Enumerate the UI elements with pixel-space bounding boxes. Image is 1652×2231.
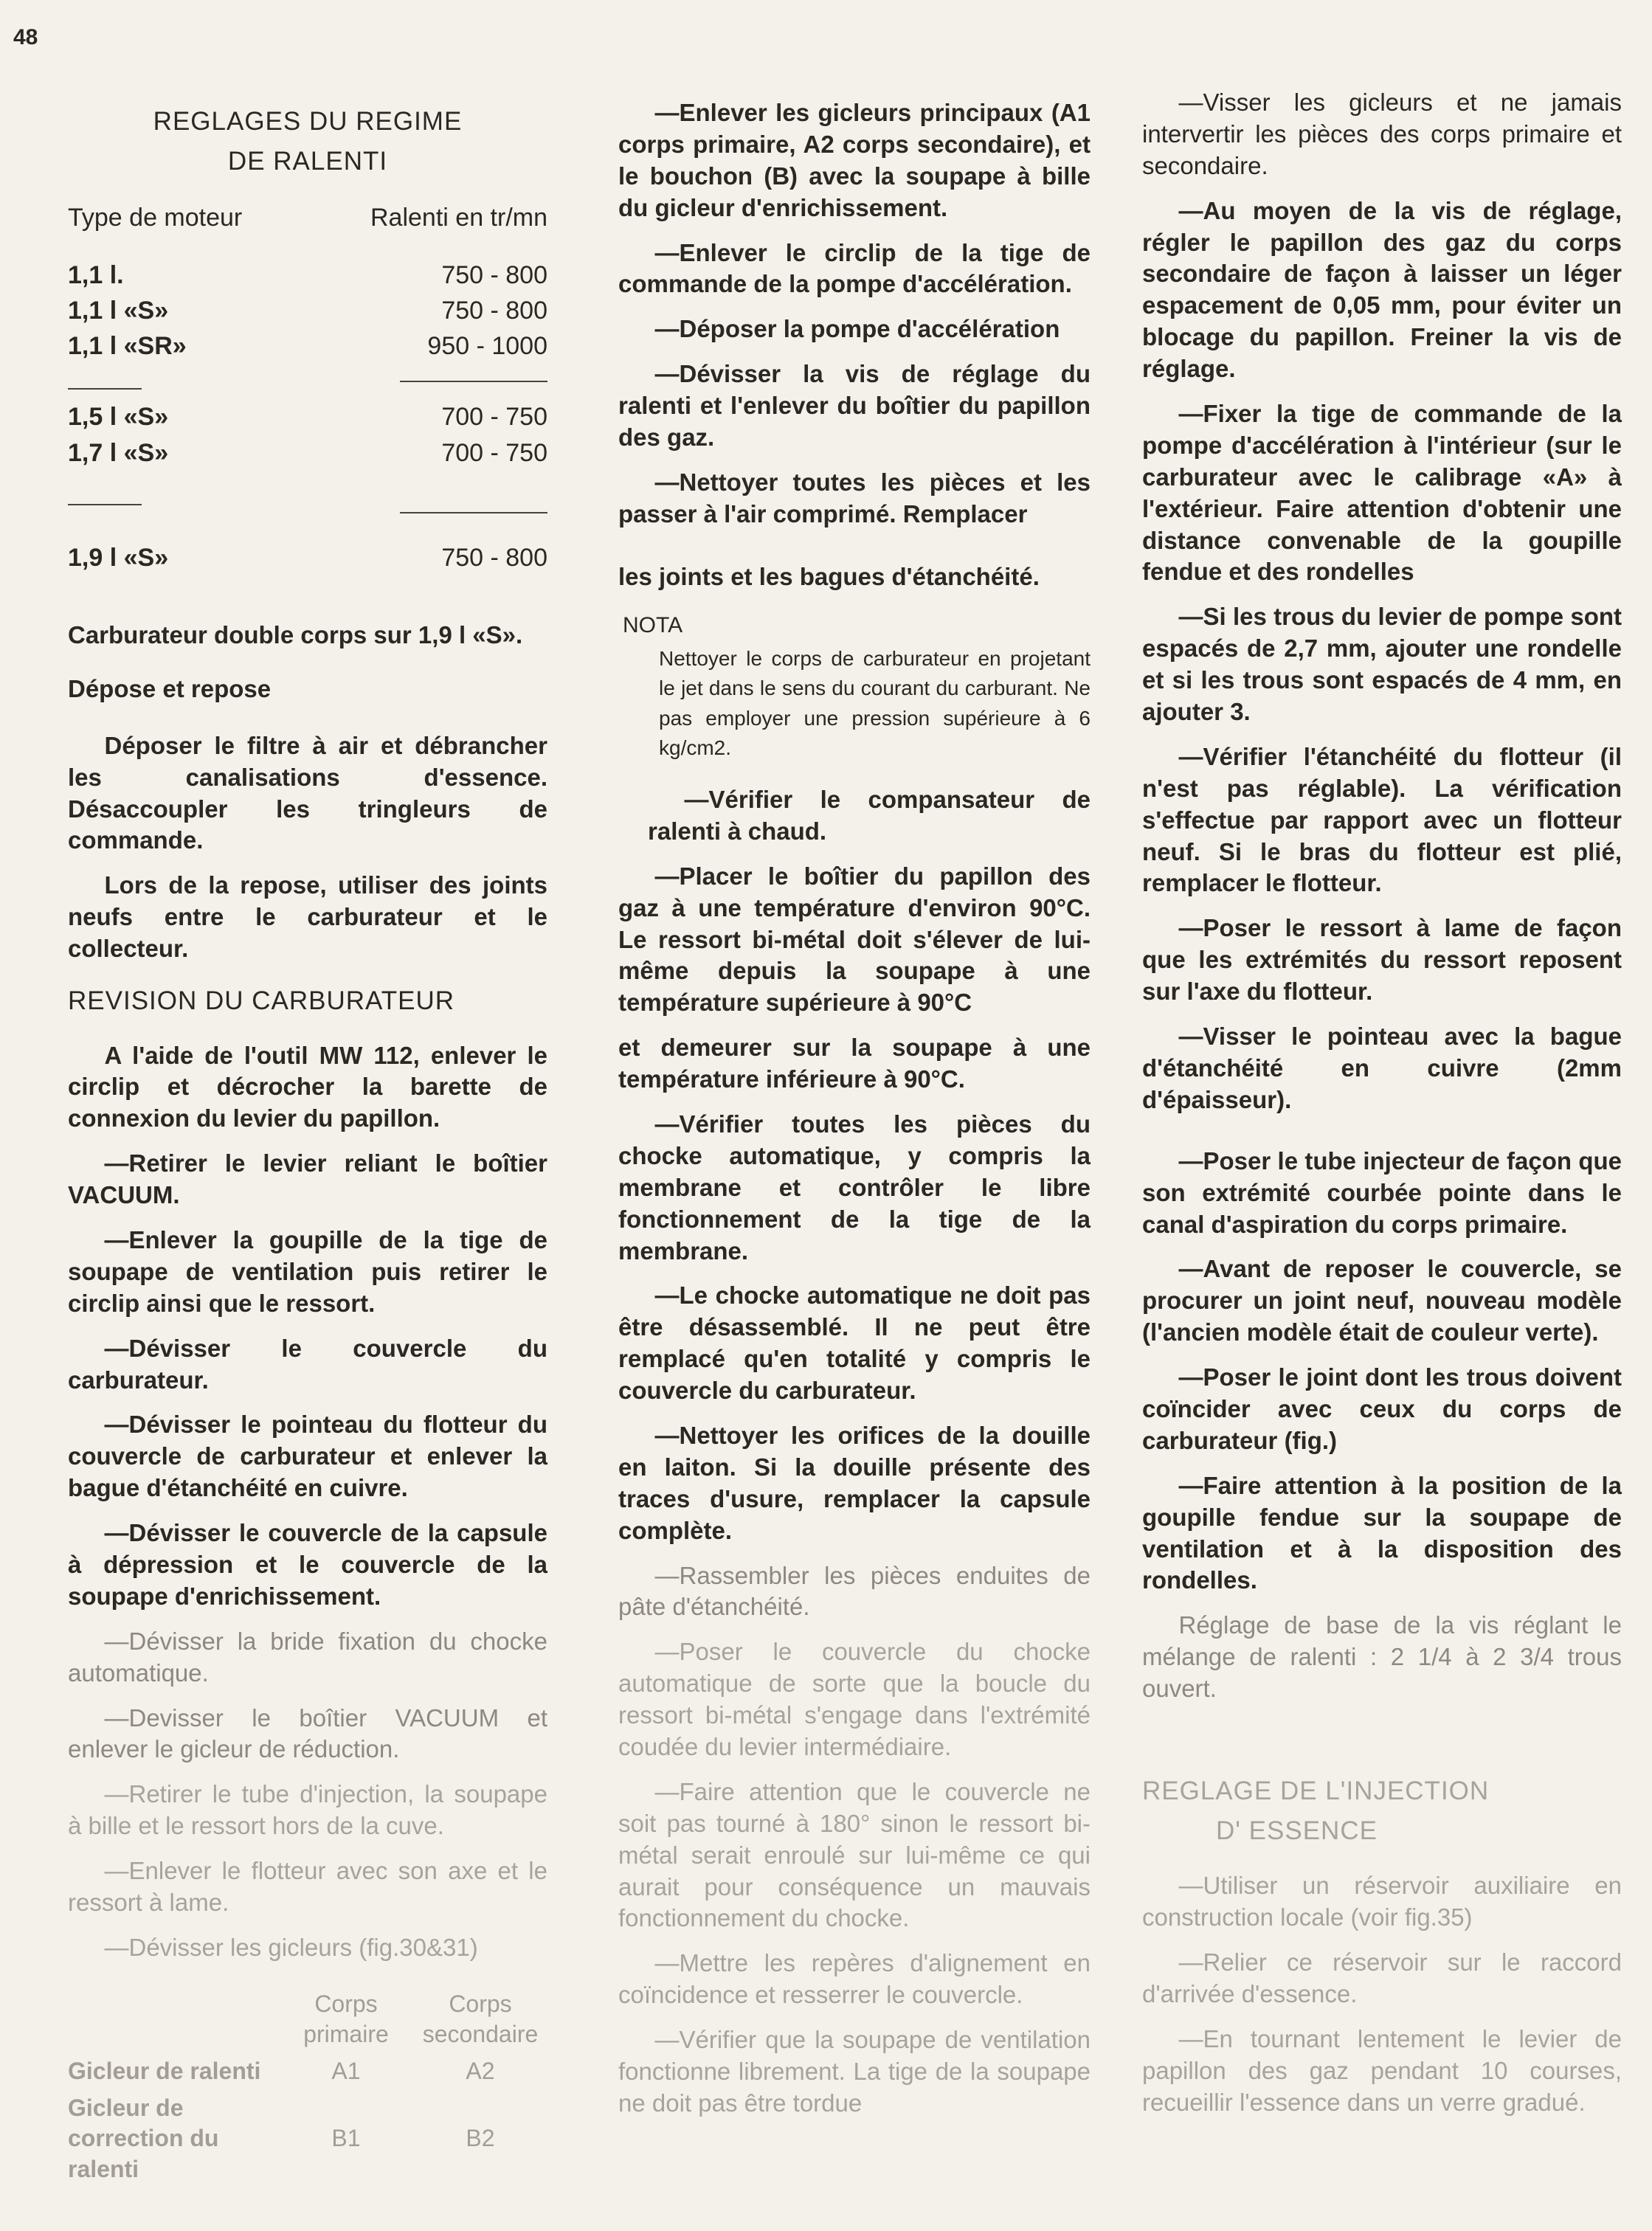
- paragraph: —Fixer la tige de commande de la pompe d'accélération à l'intérieur (sur le carburateur avec le calibrage «A» à l'extérieur. Faire attention d'obtenir une distance convenable de la goupille fendue et des rondelles: [1142, 400, 1622, 586]
- column-3: [1142, 87, 1622, 2132]
- paragraph: —Avant de reposer le couvercle, se procurer un joint neuf, nouveau modèle (l'ancien modèle était de couleur verte).: [1142, 1255, 1622, 1346]
- section-title-injection: [1142, 1771, 1622, 1852]
- paragraph: —Nettoyer les orifices de la douille en laiton. Si la douille présente des traces d'usure, remplacer la capsule complète.: [618, 1421, 1091, 1544]
- paragraph: —Mettre les repères d'alignement en coïncidence et resserrer le couvercle.: [618, 1949, 1091, 2009]
- paragraph: —En tournant lentement le levier de papillon des gaz pendant 10 courses, recueillir l'essence dans un verre gradué.: [1142, 2025, 1622, 2116]
- nota-text: Nettoyer le corps de carburateur en projetant le jet dans le sens du courant du carburant. Ne pas employer une pression supérieure à 6 kg/cm2.: [659, 646, 1091, 760]
- paragraph: Déposer le filtre à air et débrancher les canalisations d'essence. Désaccoupler les tringleurs de commande.: [68, 731, 547, 854]
- paragraph: —Faire attention à la position de la goupille fendue sur la soupape de ventilation et à la disposition des rondelles.: [1142, 1471, 1622, 1594]
- table-row: 1,7 l «S» 700 - 750: [68, 438, 547, 467]
- page-number: 48: [13, 25, 38, 49]
- paragraph: —Enlever le circlip de la tige de commande de la pompe d'accélération.: [618, 238, 1091, 298]
- paragraph: —Retirer le levier reliant le boîtier VACUUM.: [68, 1149, 547, 1209]
- paragraph: —Enlever les gicleurs principaux (A1 corps primaire, A2 corps secondaire), et le bouchon (B) avec la soupape à bille du gicleur d'enrichissement.: [618, 99, 1091, 221]
- paragraph: —Poser le tube injecteur de façon que son extrémité courbée pointe dans le canal d'aspiration du corps primaire.: [1142, 1146, 1622, 1238]
- paragraph: —Vérifier l'étanchéité du flotteur (il n'est pas réglable). La vérification s'effectue par rapport avec un flotteur neuf. Si le bras du flotteur est plié, remplacer le flotteur.: [1142, 742, 1622, 897]
- table-row: Gicleur de correction du ralenti B1 B2: [68, 2094, 495, 2182]
- table-divider: [68, 364, 547, 399]
- paragraph: —Au moyen de la vis de réglage, régler le papillon des gaz du corps secondaire de façon à laisser un léger espacement de 0,05 mm, pour éviter un blocage du papillon. Freiner la vis de réglage.: [1142, 196, 1622, 383]
- column-2: [618, 97, 1091, 2133]
- paragraph: Carburateur double corps sur 1,9 l «S».: [68, 621, 523, 648]
- paragraph: —Si les trous du levier de pompe sont espacés de 2,7 mm, ajouter une rondelle et si les trous sont espacés de 4 mm, en ajouter 3.: [1142, 603, 1622, 726]
- paragraph: A l'aide de l'outil MW 112, enlever le circlip et décrocher la barette de connexion du levier du papillon.: [68, 1041, 547, 1132]
- paragraph: —Poser le ressort à lame de façon que les extrémités du ressort reposent sur l'axe du flotteur.: [1142, 914, 1622, 1006]
- paragraph: —Dévisser la vis de réglage du ralenti et l'enlever du boîtier du papillon des gaz.: [618, 360, 1091, 452]
- section-title-line: REGLAGE DE L'INJECTION: [1142, 1776, 1490, 1805]
- table-divider: [68, 471, 547, 515]
- paragraph: Réglage de base de la vis réglant le mélange de ralenti : 2 1/4 à 2 3/4 trous ouvert.: [1142, 1611, 1622, 1703]
- paragraph: —Poser le couvercle du chocke automatique de sorte que la boucle du ressort bi-métal s'engage dans l'extrémité coudée du levier intermédiaire.: [618, 1638, 1091, 1760]
- paragraph: les joints et les bagues d'étanchéité.: [618, 562, 1040, 590]
- paragraph: —Faire attention que le couvercle ne soit pas tourné à 180° sinon le ressort bi-métal serait enroulé sur lui-même ce qui aurait pour conséquence un mauvais fonctionnement du chocke.: [618, 1777, 1091, 1932]
- paragraph: —Dévisser le couvercle du carburateur.: [68, 1334, 547, 1394]
- table-row: 1,1 l «S» 750 - 800: [68, 296, 547, 325]
- section-title-line: DE RALENTI: [227, 147, 388, 176]
- paragraph: —Le chocke automatique ne doit pas être désassemblé. Il ne peut être remplacé qu'en totalité y compris le couvercle du carburateur.: [618, 1281, 1091, 1405]
- section-title-line: D' ESSENCE: [1216, 1816, 1378, 1846]
- header-primary: Corps primaire: [303, 1990, 389, 2048]
- idle-speed-table: [68, 257, 547, 575]
- paragraph: —Poser le joint dont les trous doivent coïncider avec ceux du corps de carburateur (fig.): [1142, 1363, 1622, 1454]
- section-title-idle: [68, 102, 547, 182]
- paragraph: —Enlever la goupille de la tige de soupape de ventilation puis retirer le circlip ainsi que le ressort.: [68, 1225, 547, 1317]
- paragraph: —Vérifier toutes les pièces du chocke automatique, y compris la membrane et contrôler le libre fonctionnement de la tige de la membrane.: [618, 1110, 1091, 1265]
- paragraph: —Dévisser les gicleurs (fig.30&31): [104, 1933, 478, 1961]
- table-row: 1,1 l «SR» 950 - 1000: [68, 332, 547, 361]
- nota-title: NOTA: [623, 612, 683, 637]
- paragraph: —Devisser le boîtier VACUUM et enlever le gicleur de réduction.: [68, 1703, 547, 1763]
- header-secondary: Corps secondaire: [422, 1990, 539, 2048]
- paragraph: Lors de la repose, utiliser des joints neufs entre le carburateur et le collecteur.: [68, 871, 547, 963]
- paragraph: —Retirer le tube d'injection, la soupape à bille et le ressort hors de la cuve.: [68, 1780, 547, 1840]
- paragraph: —Relier ce réservoir sur le raccord d'arrivée d'essence.: [1142, 1948, 1622, 2008]
- paragraph: —Enlever le flotteur avec son axe et le ressort à lame.: [68, 1857, 547, 1916]
- paragraph: —Nettoyer toutes les pièces et les passer à l'air comprimé. Remplacer: [618, 468, 1091, 528]
- header-idle-speed: Ralenti en tr/mn: [370, 203, 547, 232]
- header-engine-type: Type de moteur: [68, 203, 243, 232]
- jets-table: [68, 1986, 547, 2188]
- paragraph: —Dévisser la bride fixation du chocke automatique.: [68, 1627, 547, 1687]
- paragraph: —Vérifier que la soupape de ventilation fonctionne librement. La tige de la soupape ne doit pas être tordue: [618, 2026, 1091, 2117]
- table-header-row: [68, 1986, 547, 2053]
- paragraph: —Visser le pointeau avec la bague d'étanchéité en cuivre (2mm d'épaisseur).: [1142, 1023, 1622, 1113]
- paragraph: —Rassembler les pièces enduites de pâte d'étanchéité.: [618, 1561, 1091, 1621]
- column-1: [68, 87, 547, 2187]
- paragraph: —Déposer la pompe d'accélération: [654, 315, 1060, 343]
- paragraph: et demeurer sur la soupape à une température inférieure à 90°C.: [618, 1034, 1091, 1093]
- paragraph: —Dévisser le couvercle de la capsule à dépression et le couvercle de la soupape d'enrichissement.: [68, 1519, 547, 1610]
- table-row: 1,1 l. 750 - 800: [68, 260, 547, 289]
- paragraph: —Dévisser le pointeau du flotteur du couvercle de carburateur et enlever la bague d'étanchéité en cuivre.: [68, 1411, 547, 1502]
- idle-table-header: [68, 201, 547, 234]
- subheading-depose: Dépose et repose: [68, 674, 272, 702]
- table-row: Gicleur de ralenti A1 A2: [68, 2057, 495, 2084]
- paragraph: —Utiliser un réservoir auxiliaire en construction locale (voir fig.35): [1142, 1872, 1622, 1931]
- paragraph: —Vérifier le compansateur de ralenti à chaud.: [648, 785, 1091, 845]
- table-row: 1,9 l «S» 750 - 800: [68, 543, 547, 572]
- paragraph: —Placer le boîtier du papillon des gaz à une température d'environ 90°C. Le ressort bi-métal doit s'élever de lui-même depuis la soupape à une température supérieure à 90°C: [618, 862, 1091, 1017]
- paragraph: —Visser les gicleurs et ne jamais intervertir les pièces des corps primaire et secondaire.: [1142, 89, 1622, 179]
- section-title-revision: REVISION DU CARBURATEUR: [68, 986, 455, 1016]
- table-spacer: [68, 515, 547, 540]
- section-title-line: REGLAGES DU REGIME: [153, 107, 463, 136]
- table-row: 1,5 l «S» 700 - 750: [68, 403, 547, 432]
